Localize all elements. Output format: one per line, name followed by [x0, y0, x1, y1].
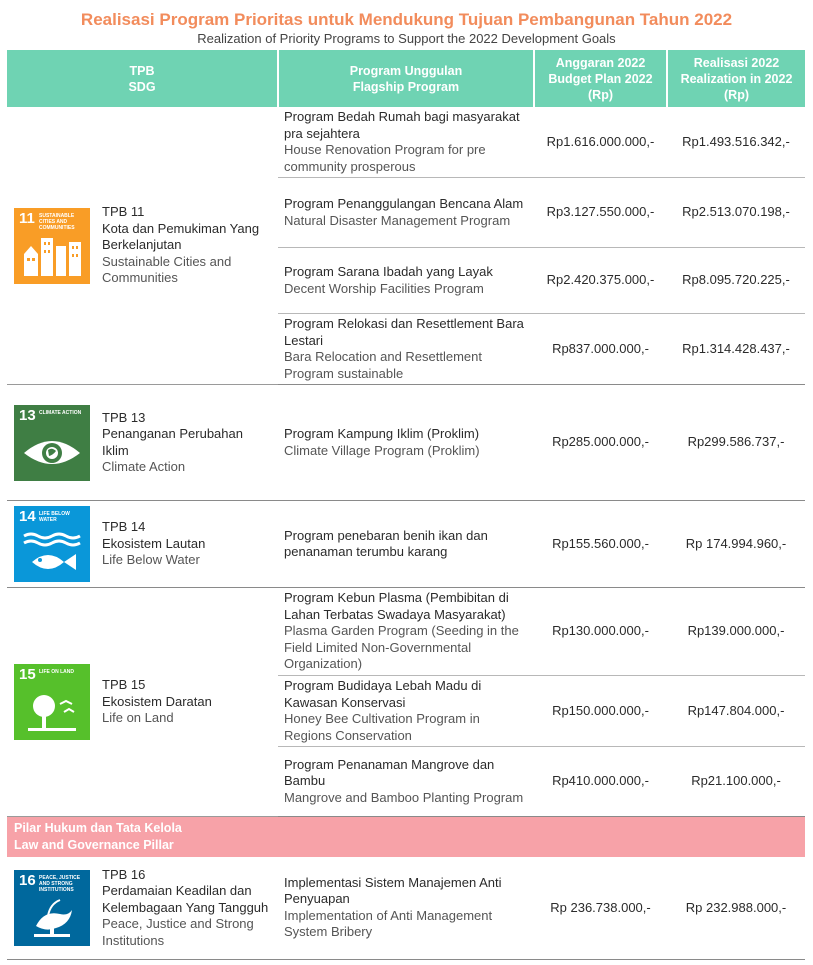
tpb-code: TPB 13: [102, 409, 146, 425]
program-cell: Program Bedah Rumah bagi masyarakat pra sejahtera House Renovation Program for pre community prosperous: [278, 107, 534, 178]
table-row: [7, 857, 805, 960]
program-cell: Program Kampung Iklim (Proklim) Climate Village Program (Proklim): [278, 385, 534, 501]
column-header-tpb: TPB SDG: [7, 50, 278, 107]
realization-cell: Rp21.100.000,-: [667, 747, 805, 817]
budget-cell: Rp 236.738.000,-: [534, 857, 667, 960]
table-row: [7, 501, 805, 588]
tpb-name: Ekosistem Lautan: [102, 535, 206, 551]
tpb-name: Ekosistem Daratan: [102, 693, 212, 709]
page-subtitle: Realization of Priority Programs to Support the 2022 Development Goals: [197, 31, 616, 46]
table-row: [7, 588, 805, 676]
program-cell: Program Penanggulangan Bencana Alam Natural Disaster Management Program: [278, 178, 534, 248]
budget-cell: Rp2.420.375.000,-: [534, 248, 667, 314]
tpb-cell: [7, 385, 278, 501]
table-row: [7, 107, 805, 178]
realization-cell: Rp 174.994.960,-: [667, 501, 805, 588]
program-cell: Program Kebun Plasma (Pembibitan di Lahan Terbatas Swadaya Masyarakat) Plasma Garden Program (Seeding in the Field Limited Non-Governmental Organization): [278, 588, 534, 676]
column-header-budget: Anggaran 2022 Budget Plan 2022 (Rp): [534, 50, 667, 107]
program-cell: Program penebaran benih ikan dan penanaman terumbu karang: [278, 501, 534, 588]
program-cell: Program Penanaman Mangrove dan Bambu Mangrove and Bamboo Planting Program: [278, 747, 534, 817]
tpb-name-en: Peace, Justice and Strong Institutions: [102, 916, 254, 948]
program-cell: Implementasi Sistem Manajemen Anti Penyuapan Implementation of Anti Management System Bribery: [278, 857, 534, 960]
pillar-row: [7, 817, 805, 857]
tpb-name-en: Sustainable Cities and Communities: [102, 253, 232, 286]
table-header-row: [7, 50, 805, 107]
pillar-banner: Pilar Hukum dan Tata Kelola Law and Governance Pillar: [7, 817, 805, 857]
budget-cell: Rp3.127.550.000,-: [534, 178, 667, 248]
sdg-16-peace-justice-icon: 16 PEACE, JUSTICE AND STRONG INSTITUTIONS: [14, 870, 90, 946]
tpb-cell: [7, 107, 278, 385]
tpb-name-en: Climate Action: [102, 459, 186, 474]
program-cell: Program Relokasi dan Resettlement Bara Lestari Bara Relocation and Resettlement Program sustainable: [278, 314, 534, 385]
budget-cell: Rp410.000.000,-: [534, 747, 667, 817]
realization-cell: Rp2.513.070.198,-: [667, 178, 805, 248]
realization-cell: Rp1.314.428.437,-: [667, 314, 805, 385]
tpb-name: Penanganan Perubahan Iklim: [102, 426, 243, 458]
realization-cell: Rp8.095.720.225,-: [667, 248, 805, 314]
realization-cell: Rp 232.988.000,-: [667, 857, 805, 960]
budget-cell: Rp150.000.000,-: [534, 676, 667, 747]
realization-cell: Rp147.804.000,-: [667, 676, 805, 747]
programs-table: [7, 50, 805, 960]
realization-cell: Rp1.493.516.342,-: [667, 107, 805, 178]
sdg-13-climate-action-icon: 13 CLIMATE ACTION: [14, 405, 90, 481]
column-header-realization: Realisasi 2022 Realization in 2022 (Rp): [667, 50, 805, 107]
tpb-name-en: Life Below Water: [102, 552, 200, 568]
tpb-cell: [7, 857, 278, 960]
table-row: [7, 385, 805, 501]
column-header-program: Program Unggulan Flagship Program: [278, 50, 534, 107]
sdg-14-life-below-water-icon: 14 LIFE BELOW WATER: [14, 506, 90, 582]
tpb-name: Kota dan Pemukiman Yang Berkelanjutan: [102, 220, 260, 253]
budget-cell: Rp285.000.000,-: [534, 385, 667, 501]
budget-cell: Rp155.560.000,-: [534, 501, 667, 588]
tpb-name-en: Life on Land: [102, 710, 174, 726]
tpb-code: TPB 15: [102, 677, 146, 693]
tpb-code: TPB 11: [102, 204, 145, 220]
tpb-cell: [7, 501, 278, 588]
realization-cell: Rp139.000.000,-: [667, 588, 805, 676]
program-cell: Program Budidaya Lebah Madu di Kawasan Konservasi Honey Bee Cultivation Program in Regions Conservation: [278, 676, 534, 747]
page-title: Realisasi Program Prioritas untuk Mendukung Tujuan Pembangunan Tahun 2022: [80, 10, 733, 29]
sdg-11-sustainable-cities-icon: 11 SUSTAINABLE CITIES AND COMMUNITIES: [14, 208, 90, 284]
budget-cell: Rp837.000.000,-: [534, 314, 667, 385]
realization-cell: Rp299.586.737,-: [667, 385, 805, 501]
budget-cell: Rp1.616.000.000,-: [534, 107, 667, 178]
program-cell: Program Sarana Ibadah yang Layak Decent Worship Facilities Program: [278, 248, 534, 314]
tpb-code: TPB 16: [102, 866, 146, 882]
tpb-name: Perdamaian Keadilan dan Kelembagaan Yang Tangguh: [102, 883, 269, 915]
budget-cell: Rp130.000.000,-: [534, 588, 667, 676]
tpb-cell: [7, 588, 278, 817]
tpb-code: TPB 14: [102, 519, 146, 535]
sdg-15-life-on-land-icon: 15 LIFE ON LAND: [14, 664, 90, 740]
